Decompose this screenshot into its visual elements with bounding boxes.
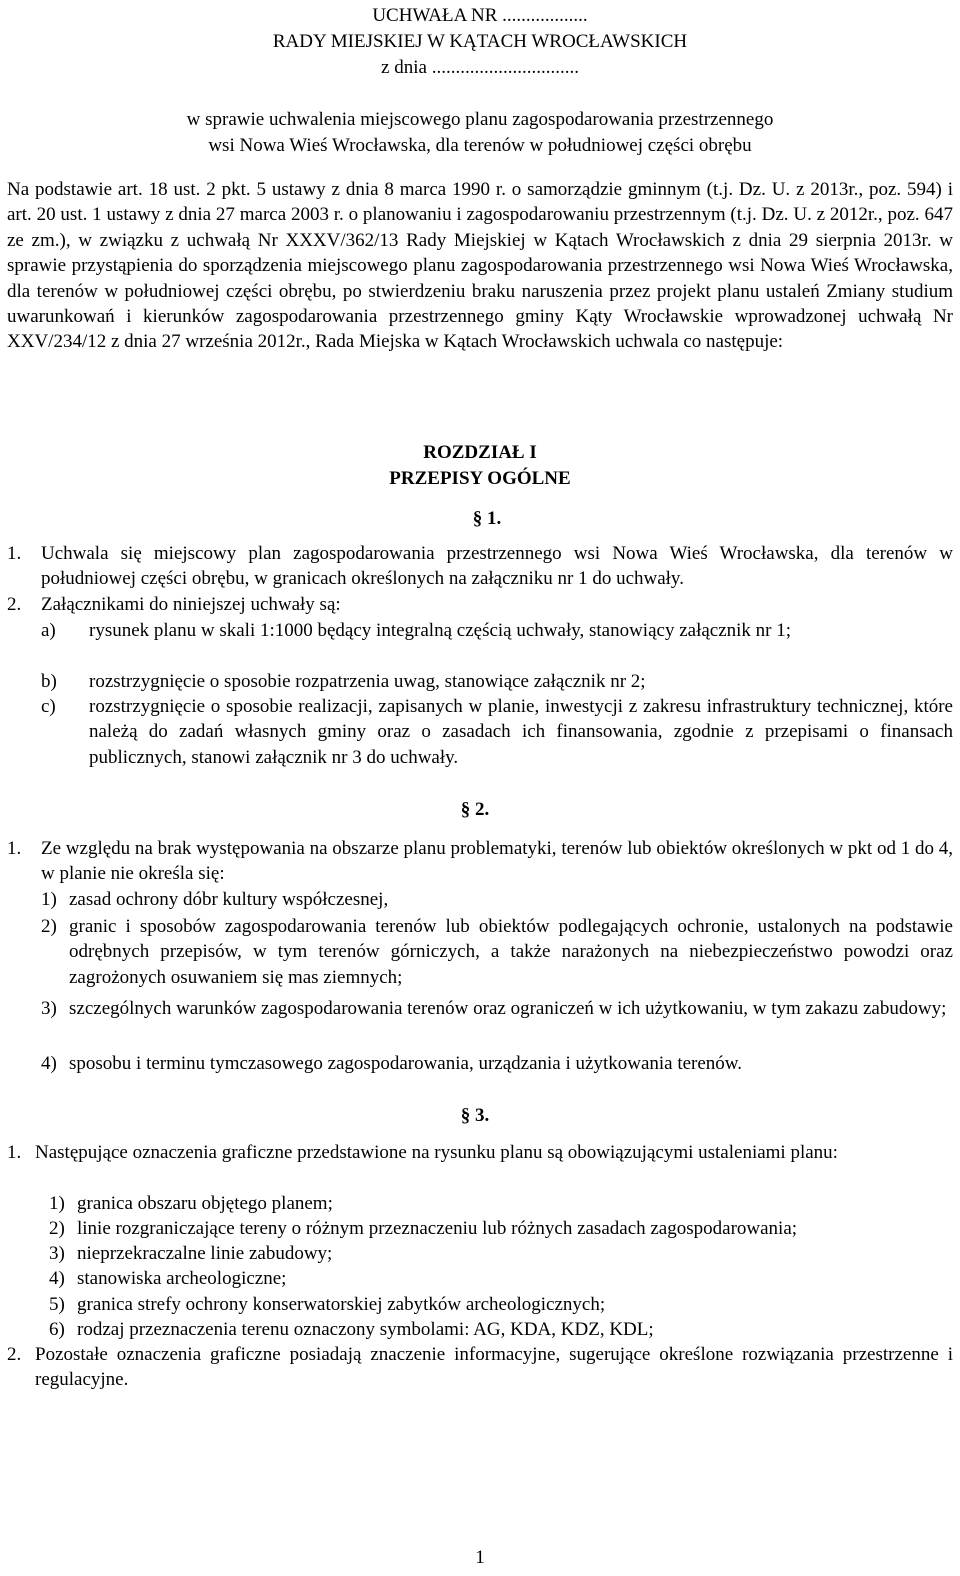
list-item [7, 592, 953, 617]
item-text: Uchwala się miejscowy plan zagospodarowania przestrzennego wsi Nowa Wieś Wrocławska, dla terenów w południowej części obrębu, w granicach określonych na załączniku nr 1 do uchwały. [41, 543, 953, 590]
subitem-number: 2) [49, 1218, 65, 1239]
list-subitem [41, 1051, 953, 1076]
list-item [7, 1140, 953, 1165]
list-subitem [41, 694, 953, 770]
item-number: 1. [7, 543, 22, 564]
item-number: 2. [7, 594, 22, 615]
subitem-number: 3) [49, 1243, 65, 1264]
list-item [7, 836, 953, 887]
item-number: 1. [7, 1142, 22, 1163]
chapter-title: ROZDZIAŁ I [423, 442, 537, 463]
section-mark-1: § 1. [472, 508, 502, 529]
list-subitem [41, 887, 953, 912]
chapter-subtitle: PRZEPISY OGÓLNE [389, 468, 571, 489]
subitem-number: 6) [49, 1319, 65, 1340]
preamble: Na podstawie art. 18 ust. 2 pkt. 5 ustawy z dnia 8 marca 1990 r. o samorządzie gminnym (t.j. Dz. U. z 2013r., poz. 594) i art. 20 ust. 1 ustawy z dnia 27 marca 2003 r. o planowaniu i zagospodarowaniu przestrzennym (t.j. Dz. U. z 2012r., poz. 647 ze zm.), w związku z uchwałą Nr XXXV/362/13 Rady Miejskiej w Kątach Wrocławskich z dnia 29 sierpnia 2013r. w sprawie przystąpienia do sporządzenia miejscowego planu zagospodarowania przestrzennego wsi Nowa Wieś Wrocławska, dla terenów w południowej części obrębu, po stwierdzeniu braku naruszenia przez projekt planu ustaleń Zmiany studium uwarunkowań i kierunków zagospodarowania przestrzennego gminy Kąty Wrocławskie wprowadzonej uchwałą Nr XXV/234/12 z dnia 27 września 2012r., Rada Miejska w Kątach Wrocławskich uchwala co następuje: [7, 179, 953, 353]
subitem-text: stanowiska archeologiczne; [77, 1268, 287, 1289]
subitem-text: rysunek planu w skali 1:1000 będący integralną częścią uchwały, stanowiący załącznik nr 1; [89, 620, 792, 641]
subitem-number: 2) [41, 916, 57, 937]
item-text: Pozostałe oznaczenia graficzne posiadają znaczenie informacyjne, sugerujące określone rozwiązania przestrzenne i regulacyjne. [35, 1344, 953, 1391]
subitem-text: rodzaj przeznaczenia terenu oznaczony symbolami: AG, KDA, KDZ, KDL; [77, 1319, 654, 1340]
subitem-number: 4) [41, 1053, 57, 1074]
list-subitem [41, 996, 953, 1021]
item-number: 2. [7, 1344, 22, 1365]
list-subitem [49, 1216, 953, 1241]
subitem-letter: a) [41, 620, 56, 641]
resolution-header [7, 3, 953, 81]
subitem-text: szczególnych warunków zagospodarowania terenów oraz ograniczeń w ich użytkowaniu, w tym zakazu zabudowy; [69, 998, 947, 1019]
subitem-text: rozstrzygnięcie o sposobie realizacji, zapisanych w planie, inwestycji z zakresu infrastruktury technicznej, które należą do zadań własnych gminy oraz o zasadach ich finansowania, zgodnie z przepisami o finansach publicznych, stanowi załącznik nr 3 do uchwały. [89, 696, 953, 768]
item-text: Ze względu na brak występowania na obszarze planu problematyki, terenów lub obiektów określonych w pkt od 1 do 4, w planie nie określa się: [41, 838, 953, 885]
item-number: 1. [7, 838, 22, 859]
subject-line-1: w sprawie uchwalenia miejscowego planu zagospodarowania przestrzennego [186, 109, 774, 130]
subitem-letter: c) [41, 696, 56, 717]
list-subitem [49, 1241, 953, 1266]
list-item [7, 541, 953, 592]
item-text: Załącznikami do niniejszej uchwały są: [41, 594, 341, 615]
section-mark-2: § 2. [460, 799, 490, 820]
list-subitem [49, 1266, 953, 1291]
subitem-text: nieprzekraczalne linie zabudowy; [77, 1243, 333, 1264]
council-name: RADY MIEJSKIEJ W KĄTACH WROCŁAWSKICH [272, 31, 688, 52]
subitem-number: 1) [49, 1193, 65, 1214]
subitem-number: 4) [49, 1268, 65, 1289]
subitem-text: zasad ochrony dóbr kultury współczesnej, [69, 889, 389, 910]
subitem-text: rozstrzygnięcie o sposobie rozpatrzenia uwag, stanowiące załącznik nr 2; [89, 671, 646, 692]
list-item [7, 1342, 953, 1393]
subject-line-2: wsi Nowa Wieś Wrocławska, dla terenów w południowej części obrębu [208, 135, 752, 156]
list-subitem [49, 1317, 953, 1342]
list-subitem [41, 669, 953, 694]
list-subitem [41, 618, 953, 643]
resolution-title: UCHWAŁA NR .................. [372, 5, 588, 26]
list-subitem [49, 1191, 953, 1216]
subitem-number: 3) [41, 998, 57, 1019]
page-number: 1 [475, 1547, 485, 1568]
subitem-text: granica obszaru objętego planem; [77, 1193, 333, 1214]
subitem-text: granica strefy ochrony konserwatorskiej zabytków archeologicznych; [77, 1294, 606, 1315]
subitem-number: 1) [41, 889, 57, 910]
list-subitem [49, 1292, 953, 1317]
subitem-text: granic i sposobów zagospodarowania terenów lub obiektów podlegających ochronie, ustalonych na podstawie odrębnych przepisów, w tym terenów górniczych, a także narażonych na niebezpieczeństwo powodzi oraz zagrożonych osuwaniem się mas ziemnych; [69, 916, 953, 988]
item-text: Następujące oznaczenia graficzne przedstawione na rysunku planu są obowiązującymi ustaleniami planu: [35, 1142, 838, 1163]
subitem-text: linie rozgraniczające tereny o różnym przeznaczeniu lub różnych zasadach zagospodarowania; [77, 1218, 798, 1239]
list-subitem [41, 914, 953, 990]
subitem-letter: b) [41, 671, 57, 692]
subitem-number: 5) [49, 1294, 65, 1315]
resolution-date: z dnia ............................... [381, 57, 579, 78]
subitem-text: sposobu i terminu tymczasowego zagospodarowania, urządzania i użytkowania terenów. [69, 1053, 743, 1074]
section-mark-3: § 3. [460, 1105, 490, 1126]
